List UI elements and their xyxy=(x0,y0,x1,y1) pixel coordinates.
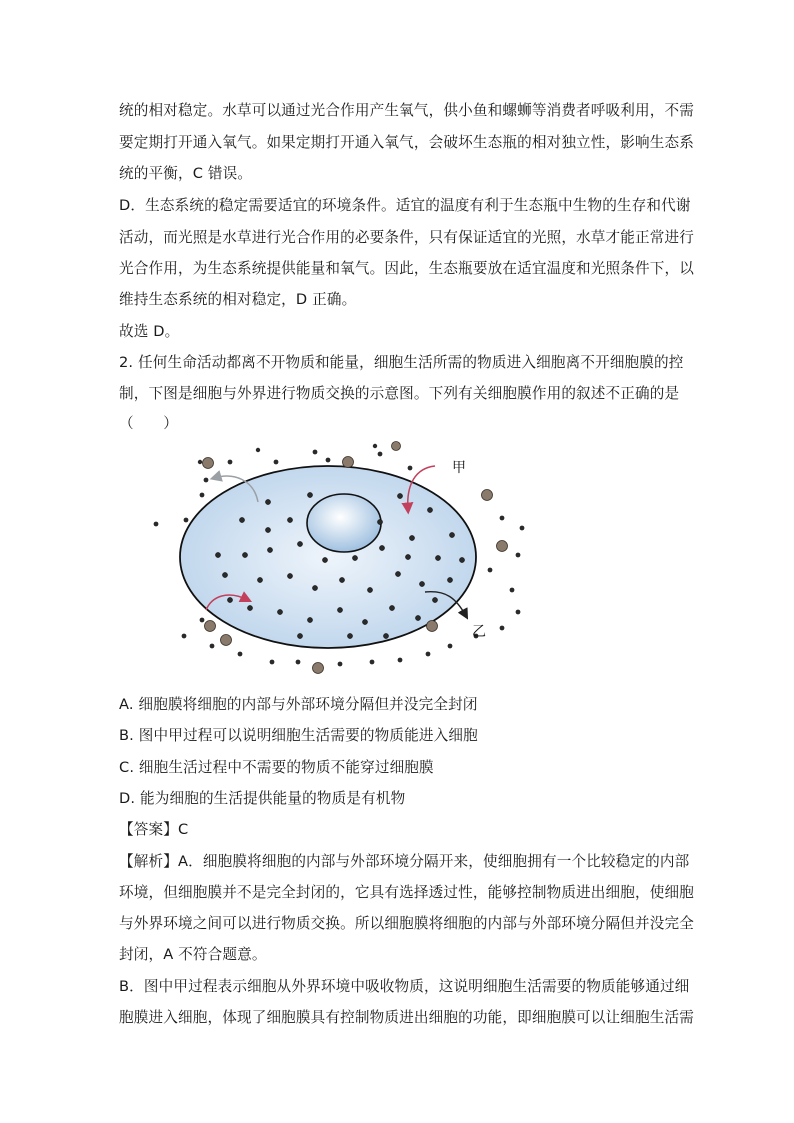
paragraph-line: D．生态系统的稳定需要适宜的环境条件。适宜的温度有利于生态瓶中生物的生存和代谢 xyxy=(119,197,691,214)
analysis-line: B．图中甲过程表示细胞从外界环境中吸收物质，这说明细胞生活需要的物质能够通过细 xyxy=(119,978,690,995)
analysis-line: 胞膜进入细胞，体现了细胞膜具有控制物质进出细胞的功能，即细胞膜可以让细胞生活需 xyxy=(119,1009,695,1026)
option-c: C. 细胞生活过程中不需要的物质不能穿过细胞膜 xyxy=(119,759,434,776)
paragraph-line: 光合作用，为生态系统提供能量和氧气。因此，生态瓶要放在适宜温度和光照条件下，以 xyxy=(119,260,695,277)
paragraph-line: 要定期打开通入氧气。如果定期打开通入氧气，会破坏生态瓶的相对独立性，影响生态系 xyxy=(119,134,695,151)
cell-diagram-svg xyxy=(150,440,542,684)
cell-exchange-diagram xyxy=(150,440,542,684)
analysis-line: 环境，但细胞膜并不是完全封闭的，它具有选择透过性，能够控制物质进出细胞，使细胞 xyxy=(119,884,695,901)
label-yi: 乙 xyxy=(472,624,486,640)
analysis-line: 【解析】A．细胞膜将细胞的内部与外部环境分隔开来，使细胞拥有一个比较稳定的内部 xyxy=(119,853,690,870)
paragraph-line: 维持生态系统的相对稳定，D 正确。 xyxy=(119,291,357,308)
paragraph-line: 活动，而光照是水草进行光合作用的必要条件，只有保证适宜的光照，水草才能正常进行 xyxy=(119,229,695,246)
analysis-line: 与外界环境之间可以进行物质交换。所以细胞膜将细胞的内部与外部环境分隔但并没完全 xyxy=(119,915,695,932)
option-b: B. 图中甲过程可以说明细胞生活需要的物质能进入细胞 xyxy=(119,727,478,744)
cell-nucleus xyxy=(307,494,381,552)
option-a: A. 细胞膜将细胞的内部与外部环境分隔但并没完全封闭 xyxy=(119,696,478,713)
paragraph-line: 故选 D。 xyxy=(119,323,180,340)
answer: 【答案】C xyxy=(119,821,189,838)
paragraph-line: 统的相对稳定。水草可以通过光合作用产生氧气，供小鱼和螺蛳等消费者呼吸利用，不需 xyxy=(119,102,695,119)
question-blank: （ ） xyxy=(119,415,178,432)
question-stem: 2. 任何生命活动都离不开物质和能量，细胞生活所需的物质进入细胞离不开细胞膜的控 xyxy=(119,354,684,371)
analysis-line: 封闭，A 不符合题意。 xyxy=(119,946,267,963)
option-d: D. 能为细胞的生活提供能量的物质是有机物 xyxy=(119,790,406,807)
question-stem: 制，下图是细胞与外界进行物质交换的示意图。下列有关细胞膜作用的叙述不正确的是 xyxy=(119,385,680,402)
paragraph-line: 统的平衡，C 错误。 xyxy=(119,165,253,182)
label-jia: 甲 xyxy=(452,460,466,476)
